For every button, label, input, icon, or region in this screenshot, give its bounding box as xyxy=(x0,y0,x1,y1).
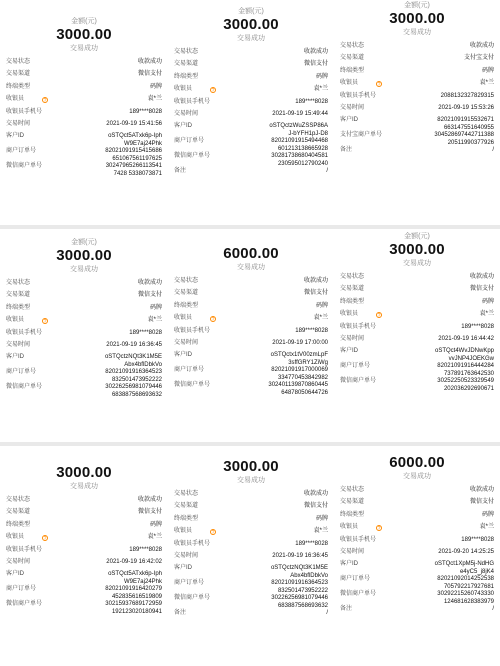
field-label: 终端类型 xyxy=(174,73,199,80)
status-text: 交易成功 xyxy=(403,260,431,267)
detail-row xyxy=(340,363,494,378)
amount-value: 3000.00 xyxy=(389,10,445,27)
field-label: 收银员 xyxy=(340,524,359,531)
field-value: 82021091915494468601213138665928 xyxy=(271,138,328,152)
amount-value: 3000.00 xyxy=(56,26,112,43)
field-value: / xyxy=(326,168,328,175)
detail-row xyxy=(6,59,162,71)
detail-row xyxy=(6,522,162,534)
help-icon[interactable]: ? xyxy=(377,312,381,319)
field-value: 收款成功 xyxy=(469,274,494,280)
field-label: 交易时间 xyxy=(174,339,199,346)
detail-row xyxy=(340,499,494,511)
status-text: 交易成功 xyxy=(70,45,98,52)
field-label: 收银员 xyxy=(340,80,359,87)
field-value: 码牌 xyxy=(149,304,162,311)
field-label: 交易时间 xyxy=(6,558,31,565)
help-icon[interactable]: ? xyxy=(211,87,215,94)
field-label: 交易状态 xyxy=(174,49,199,55)
detail-row xyxy=(6,509,162,521)
field-label: 收银员手机号 xyxy=(174,98,211,105)
field-label: 交易状态 xyxy=(6,59,31,65)
field-label: 收银员手机号 xyxy=(340,323,377,330)
detail-row xyxy=(6,547,162,559)
detail-row xyxy=(174,86,328,98)
field-value: 189****8028 xyxy=(461,536,494,543)
field-value: 30226256981079446683887568693632 xyxy=(105,384,162,398)
field-label: 收银员 xyxy=(6,534,25,541)
detail-row xyxy=(340,274,494,286)
field-value: 82021092014252538705792217927681 xyxy=(437,576,494,590)
detail-row xyxy=(6,384,162,399)
help-icon[interactable]: ? xyxy=(377,81,381,88)
amount-label: 金额(元) xyxy=(238,8,264,15)
field-label: 交易渠道 xyxy=(174,61,199,68)
detail-row xyxy=(6,148,162,163)
field-value: 袁*兰 xyxy=(479,524,494,531)
field-label: 微信商户单号 xyxy=(174,595,211,602)
field-value: 袁*兰 xyxy=(313,315,328,322)
field-value: / xyxy=(492,147,494,154)
field-label: 交易状态 xyxy=(174,491,199,497)
field-label: 收银员手机号 xyxy=(6,108,43,115)
detail-row xyxy=(340,43,494,55)
transaction-card-8[interactable] xyxy=(168,446,334,666)
detail-row xyxy=(6,559,162,571)
field-value: oSTQctzNQt3K1M5EAbx4bflDbkVo xyxy=(104,354,162,368)
detail-row xyxy=(340,537,494,549)
field-label: 客户ID xyxy=(6,354,25,361)
detail-row xyxy=(174,99,328,111)
field-label: 客户ID xyxy=(174,352,193,359)
detail-row xyxy=(6,317,162,329)
field-value: oSTQctzWuZSSP86AJ-bYFH1pJ-D8 xyxy=(269,123,328,137)
field-value: 30226256981079446683887568693632 xyxy=(271,595,328,609)
detail-row xyxy=(340,549,494,561)
status-text: 交易成功 xyxy=(403,29,431,36)
field-label: 微信商户单号 xyxy=(6,601,43,608)
detail-row xyxy=(340,591,494,606)
detail-row xyxy=(6,292,162,304)
field-value: 189****8028 xyxy=(129,108,162,115)
detail-row xyxy=(340,336,494,348)
detail-row xyxy=(174,595,328,610)
detail-row xyxy=(174,123,328,138)
transaction-card-7[interactable] xyxy=(0,446,168,666)
amount-value: 3000.00 xyxy=(389,241,445,258)
field-value: 2021-09-19 16:36:45 xyxy=(272,552,328,559)
detail-row xyxy=(174,580,328,595)
detail-row xyxy=(174,340,328,352)
help-icon[interactable]: ? xyxy=(211,316,215,323)
field-label: 收银员手机号 xyxy=(340,92,377,99)
detail-row xyxy=(6,280,162,292)
status-text: 交易成功 xyxy=(403,473,431,480)
field-label: 收银员手机号 xyxy=(6,329,43,336)
transaction-card-6[interactable] xyxy=(334,229,500,442)
help-icon[interactable]: ? xyxy=(43,318,47,325)
detail-row xyxy=(340,324,494,336)
field-label: 微信商户单号 xyxy=(340,591,377,598)
field-label: 收银员 xyxy=(174,528,193,535)
field-value: / xyxy=(492,606,494,613)
field-value: 2088132327829315 xyxy=(440,92,494,99)
field-value: 袁*兰 xyxy=(479,80,494,87)
field-value: / xyxy=(326,610,328,617)
field-value: 189****8028 xyxy=(295,327,328,334)
field-value: 收款成功 xyxy=(469,43,494,49)
detail-row xyxy=(174,503,328,515)
field-value: 微信支付 xyxy=(137,509,162,516)
status-text: 交易成功 xyxy=(237,264,265,271)
detail-row xyxy=(174,61,328,73)
detail-row xyxy=(340,524,494,536)
field-value: 码牌 xyxy=(149,521,162,528)
amount-value: 3000.00 xyxy=(223,458,279,475)
detail-row xyxy=(340,561,494,576)
field-label: 微信商户单号 xyxy=(340,378,377,385)
field-label: 交易状态 xyxy=(340,487,365,493)
field-value: 82021091915532671663147551640955 xyxy=(437,117,494,131)
detail-row xyxy=(174,278,328,290)
field-value: 支付宝支付 xyxy=(463,55,494,62)
field-value: 2021-09-19 15:49:44 xyxy=(272,110,328,117)
amount-value: 6000.00 xyxy=(389,454,445,471)
detail-row xyxy=(340,147,494,159)
field-value: oSTQct1XpM5j-NdHGe4yC5_j8jK4 xyxy=(434,561,494,575)
field-label: 商户订单号 xyxy=(340,576,371,583)
field-value: 码牌 xyxy=(481,511,494,518)
detail-row xyxy=(6,354,162,369)
field-value: 微信支付 xyxy=(469,499,494,506)
detail-row xyxy=(340,68,494,80)
field-label: 交易状态 xyxy=(340,43,365,49)
field-label: 收银员 xyxy=(6,96,25,103)
detail-row xyxy=(174,565,328,580)
field-label: 微信商户单号 xyxy=(6,163,43,170)
field-label: 终端类型 xyxy=(340,67,365,74)
field-value: 2021-09-19 16:36:45 xyxy=(106,341,162,348)
detail-row xyxy=(6,133,162,148)
field-label: 微信商户单号 xyxy=(174,382,211,389)
field-value: 微信支付 xyxy=(303,503,328,510)
detail-row xyxy=(174,168,328,180)
detail-row xyxy=(340,487,494,499)
field-value: oSTQct4WvJDNwKppvvJNP4JOEKGw xyxy=(434,348,494,362)
detail-row xyxy=(174,553,328,565)
field-value: 82021091917000069334770453842982 xyxy=(271,367,328,381)
field-label: 备注 xyxy=(174,168,187,175)
detail-row xyxy=(340,348,494,363)
field-label: 终端类型 xyxy=(6,83,31,90)
field-value: 189****8028 xyxy=(129,329,162,336)
field-label: 交易渠道 xyxy=(340,55,365,62)
detail-row xyxy=(340,286,494,298)
help-icon[interactable]: ? xyxy=(43,535,47,542)
field-label: 商户订单号 xyxy=(174,367,205,374)
detail-row xyxy=(174,138,328,153)
detail-row xyxy=(340,55,494,67)
field-label: 交易渠道 xyxy=(340,499,365,506)
detail-row xyxy=(340,132,494,147)
field-value: 30452869744271138820511990377926 xyxy=(434,132,494,146)
detail-row xyxy=(174,111,328,123)
field-value: 189****8028 xyxy=(295,540,328,547)
detail-row xyxy=(340,80,494,92)
detail-row xyxy=(174,491,328,503)
field-value: 微信支付 xyxy=(303,61,328,68)
field-label: 商户订单号 xyxy=(6,148,37,155)
detail-row xyxy=(174,367,328,382)
detail-row xyxy=(174,153,328,168)
detail-row xyxy=(340,378,494,393)
detail-row xyxy=(174,610,328,622)
detail-row xyxy=(174,382,328,397)
detail-row xyxy=(6,71,162,83)
field-value: 码牌 xyxy=(315,73,328,80)
transaction-card-1[interactable] xyxy=(0,0,168,225)
field-value: 袁*兰 xyxy=(147,96,162,103)
field-value: oSTQctx1tV00zmLpF3sffGRY1ZiWg xyxy=(270,352,328,366)
transaction-card-3[interactable] xyxy=(334,0,500,225)
field-value: 码牌 xyxy=(315,302,328,309)
detail-row xyxy=(340,576,494,591)
field-value: 袁*兰 xyxy=(479,311,494,318)
detail-row xyxy=(174,516,328,528)
field-value: 30240113987086044564878050644726 xyxy=(268,382,328,396)
field-label: 备注 xyxy=(340,606,353,613)
detail-row xyxy=(174,49,328,61)
detail-row xyxy=(6,305,162,317)
field-value: 收款成功 xyxy=(303,278,328,284)
field-value: 189****8028 xyxy=(129,546,162,553)
detail-row xyxy=(6,84,162,96)
amount-label: 金额(元) xyxy=(71,239,97,246)
detail-row xyxy=(174,290,328,302)
detail-row xyxy=(340,512,494,524)
field-label: 收银员手机号 xyxy=(6,546,43,553)
field-label: 客户ID xyxy=(6,133,25,140)
amount-value: 3000.00 xyxy=(56,247,112,264)
field-label: 客户ID xyxy=(340,117,359,124)
field-value: 82021091916444284737891763642530 xyxy=(437,363,494,377)
field-value: 82021091916364523832501473952222 xyxy=(105,369,162,383)
field-label: 交易状态 xyxy=(6,280,31,286)
field-label: 终端类型 xyxy=(340,298,365,305)
field-value: 30215937689172959192123020180941 xyxy=(105,601,162,615)
detail-row xyxy=(340,117,494,132)
field-value: oSTQct5ATxk6p-IphW9E7aj24Phk xyxy=(108,571,162,585)
field-value: 微信支付 xyxy=(303,290,328,297)
field-label: 客户ID xyxy=(6,571,25,578)
field-label: 客户ID xyxy=(340,348,359,355)
field-value: 2021-09-19 16:42:02 xyxy=(106,558,162,565)
field-value: 189****8028 xyxy=(295,98,328,105)
detail-row xyxy=(174,352,328,367)
field-label: 客户ID xyxy=(174,565,193,572)
field-value: 302479652661135417428 5338073871 xyxy=(105,163,162,177)
amount-value: 3000.00 xyxy=(223,16,279,33)
detail-row xyxy=(174,528,328,540)
field-value: oSTQctzNQt3K1M5EAbx4bflDbkVo xyxy=(270,565,328,579)
field-value: 码牌 xyxy=(481,298,494,305)
detail-row xyxy=(174,315,328,327)
status-text: 交易成功 xyxy=(70,483,98,490)
field-value: 收款成功 xyxy=(469,487,494,493)
field-value: 189****8028 xyxy=(461,323,494,330)
field-value: 袁*兰 xyxy=(147,317,162,324)
detail-row xyxy=(340,311,494,323)
detail-row xyxy=(6,121,162,133)
field-label: 微信商户单号 xyxy=(174,153,211,160)
field-value: 82021091916420279452835616519809 xyxy=(105,586,162,600)
transaction-card-4[interactable] xyxy=(0,229,168,442)
field-label: 终端类型 xyxy=(340,511,365,518)
field-label: 备注 xyxy=(340,147,353,154)
field-label: 交易渠道 xyxy=(6,71,31,78)
field-value: 收款成功 xyxy=(303,491,328,497)
field-label: 终端类型 xyxy=(6,304,31,311)
field-label: 交易渠道 xyxy=(340,286,365,293)
field-label: 商户订单号 xyxy=(174,138,205,145)
field-label: 交易渠道 xyxy=(174,290,199,297)
field-label: 备注 xyxy=(174,610,187,617)
field-value: 码牌 xyxy=(149,83,162,90)
field-label: 收银员手机号 xyxy=(340,536,377,543)
field-label: 商户订单号 xyxy=(174,580,205,587)
field-value: 微信支付 xyxy=(469,286,494,293)
field-value: 2021-09-19 17:00:00 xyxy=(272,339,328,346)
field-label: 收银员手机号 xyxy=(174,327,211,334)
detail-row xyxy=(6,497,162,509)
detail-row xyxy=(6,571,162,586)
amount-label: 金额(元) xyxy=(404,233,430,240)
field-label: 交易状态 xyxy=(6,497,31,503)
field-value: 82021091916364523832501473952222 xyxy=(271,580,328,594)
field-label: 交易时间 xyxy=(340,548,365,555)
status-text: 交易成功 xyxy=(237,35,265,42)
detail-row xyxy=(340,93,494,105)
field-value: oSTQct5ATxk6p-IphW9E7aj24Phk xyxy=(108,133,162,147)
field-label: 支付宝商户单号 xyxy=(340,132,383,139)
field-value: 袁*兰 xyxy=(313,528,328,535)
field-label: 商户订单号 xyxy=(6,369,37,376)
field-value: 2021-09-20 14:25:25 xyxy=(438,548,494,555)
field-label: 交易渠道 xyxy=(6,292,31,299)
transaction-card-2[interactable] xyxy=(168,0,334,225)
detail-row xyxy=(6,163,162,178)
field-label: 交易渠道 xyxy=(6,509,31,516)
transaction-card-5[interactable] xyxy=(168,229,334,442)
detail-row xyxy=(340,299,494,311)
field-label: 收银员 xyxy=(174,315,193,322)
field-value: 82021091915415686651067561197625 xyxy=(105,148,162,162)
detail-row xyxy=(6,342,162,354)
field-value: 袁*兰 xyxy=(313,86,328,93)
help-icon[interactable]: ? xyxy=(377,525,381,532)
field-value: 收款成功 xyxy=(303,49,328,55)
field-value: 2021-09-19 16:44:42 xyxy=(438,335,494,342)
field-label: 交易时间 xyxy=(340,335,365,342)
field-value: 微信支付 xyxy=(137,292,162,299)
field-label: 商户订单号 xyxy=(340,363,371,370)
detail-row xyxy=(6,601,162,616)
field-label: 交易时间 xyxy=(6,120,31,127)
status-text: 交易成功 xyxy=(237,477,265,484)
field-label: 交易渠道 xyxy=(174,503,199,510)
field-label: 交易时间 xyxy=(174,110,199,117)
field-value: 收款成功 xyxy=(137,497,162,503)
field-label: 终端类型 xyxy=(174,302,199,309)
field-value: 2021-09-19 15:41:56 xyxy=(106,120,162,127)
field-value: 码牌 xyxy=(481,67,494,74)
field-label: 微信商户单号 xyxy=(6,384,43,391)
help-icon[interactable]: ? xyxy=(43,97,47,104)
transaction-card-9[interactable] xyxy=(334,446,500,666)
detail-row xyxy=(174,328,328,340)
detail-row xyxy=(6,109,162,121)
status-text: 交易成功 xyxy=(70,266,98,273)
amount-value: 6000.00 xyxy=(223,245,279,262)
help-icon[interactable]: ? xyxy=(211,529,215,536)
detail-row xyxy=(174,74,328,86)
field-label: 交易时间 xyxy=(340,104,365,111)
detail-row xyxy=(174,303,328,315)
field-label: 收银员 xyxy=(340,311,359,318)
field-label: 收银员 xyxy=(6,317,25,324)
field-label: 交易时间 xyxy=(174,552,199,559)
detail-row xyxy=(340,606,494,618)
field-value: 收款成功 xyxy=(137,59,162,65)
field-value: 30252250523329549202036292690671 xyxy=(437,378,494,392)
field-label: 收银员 xyxy=(174,86,193,93)
field-value: 码牌 xyxy=(315,515,328,522)
field-label: 交易状态 xyxy=(174,278,199,284)
field-value: 30281738680404581230595012790240 xyxy=(271,153,328,167)
detail-row xyxy=(340,105,494,117)
detail-row xyxy=(174,541,328,553)
amount-label: 金额(元) xyxy=(71,18,97,25)
field-value: 收款成功 xyxy=(137,280,162,286)
detail-row xyxy=(6,330,162,342)
amount-value: 3000.00 xyxy=(56,464,112,481)
field-value: 微信支付 xyxy=(137,71,162,78)
field-label: 收银员手机号 xyxy=(174,540,211,547)
field-label: 终端类型 xyxy=(174,515,199,522)
detail-row xyxy=(6,586,162,601)
field-label: 终端类型 xyxy=(6,521,31,528)
detail-row xyxy=(6,96,162,108)
field-value: 袁*兰 xyxy=(147,534,162,541)
field-label: 客户ID xyxy=(174,123,193,130)
field-value: 30292215260743330124681628383979 xyxy=(437,591,494,605)
field-value: 2021-09-19 15:53:26 xyxy=(438,104,494,111)
field-label: 交易状态 xyxy=(340,274,365,280)
detail-row xyxy=(6,534,162,546)
detail-row xyxy=(6,369,162,384)
field-label: 客户ID xyxy=(340,561,359,568)
field-label: 交易时间 xyxy=(6,341,31,348)
amount-label: 金额(元) xyxy=(404,2,430,9)
field-label: 商户订单号 xyxy=(6,586,37,593)
